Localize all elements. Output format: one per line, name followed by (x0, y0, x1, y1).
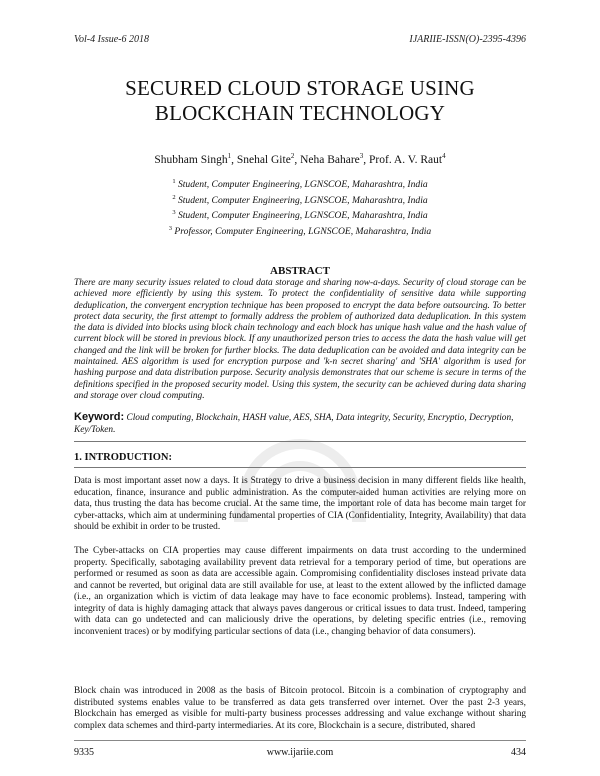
author-list: Shubham Singh$^1$, Snehal Gite$^2$, Neha Bahare$^3$, Prof. A. V. Raut$^4$ (154, 152, 446, 166)
keywords-label: Keyword: (74, 411, 125, 423)
abstract-heading: ABSTRACT (270, 265, 330, 277)
body-paragraph: The Cyber-attacks on CIA properties may cause different impairments on data trust according to the undermined property. Specifically, sabotaging availability prevent data retrieval for a temporary period of time, but operations are performed or resumed as soon as data are accessible again. Compromising confidentiality discloses instead private data and cannot be reverted, but original data are still available for use, at least to the extent allowed by the inflicted damage (i.e., an organization which is victim of data leakage may have to face economic problems). Instead, tampering with integrity of data is highly damaging attack that always paves dangerous or critical issues to data trust. Indeed, tampering with data can go undetected and can maliciously drive the operations, by deleting specific entries (i.e., removing inconvenient traces) or by modifying particular sections of data (i.e., changing behavior of data consumers). (74, 546, 526, 637)
header-volume: Vol-4 Issue-6 2018 (74, 34, 149, 45)
footer-paper-id: 9335 (74, 747, 94, 758)
paper-title-line-1: SECURED CLOUD STORAGE USING (125, 76, 475, 100)
affiliation-line: $^3$ Student, Computer Engineering, LGNSCOE, Maharashtra, India (172, 209, 428, 222)
author-superscript: 1 (227, 152, 232, 160)
paper-title-line-2: BLOCKCHAIN TECHNOLOGY (154, 101, 446, 125)
author-superscript: 2 (290, 152, 295, 160)
author-name: Shubham Singh (154, 154, 228, 166)
abstract-text: There are many security issues related to cloud data storage and sharing now-a-days. Security of cloud storage can be achieved more efficiently by using this system. To protect the confidentiality of sensitive data while supporting deduplication, the convergent encryption technique has been proposed to encrypt the data before outsourcing. To better protect data security, the first attempt to formally address the problem of authorized data deduplication. In this system the data is divided into blocks using block chain technology and each block has unique hash value and the hash value of current block will be stored in previous block. If any unauthorized person tries to access the data the hash value will get changed and the link will be broken for further blocks. The data deduplication can be avoided and data integrity can be maintained. AES algorithm is used for encryption purpose and 'k-n secret sharing' and 'SHA' algorithm is used for hashing purpose and data distribution purpose. Security analysis demonstrates that our scheme is secure in terms of the definitions specified in the proposed security model. Using this system, the security can be achieved during data sharing and storage over cloud computing. (74, 278, 526, 401)
author-name: Prof. A. V. Raut (369, 154, 443, 166)
section-heading: 1. INTRODUCTION: (74, 452, 173, 463)
affiliation-line: $^1$ Student, Computer Engineering, LGNSCOE, Maharashtra, India (172, 178, 428, 190)
author-superscript: 3 (359, 152, 364, 160)
keywords (74, 412, 526, 436)
affiliation-list (60, 176, 540, 238)
body-paragraph: Data is most important asset now a days. It is Strategy to drive a business decision in many different fields like health, education, finance, insurance and public administration. As the computer-aided human activities are relying more on data, thus trusting the data has become crucial. At the same time, the important role of data has become main target for cyber-attacks, which aim at undermining fundamental properties of CIA (Confidentiality, Integrity, Availability) that data should be exhibit in order to be trusted. (74, 476, 526, 532)
author-name: Snehal Gite (236, 154, 291, 166)
section-rule-top (74, 441, 526, 442)
body-paragraph: Block chain was introduced in 2008 as the basis of Bitcoin protocol. Bitcoin is a combination of cryptography and distributed systems enables value to be transferred as data gets transferred over internet. Over the past 2-3 years, Blockchain has emerged as visible for multi-party business processes addressing and value exchange without sharing complex data schemes and third-party intermediaries. At its core, Blockchain is a secure, distributed, shared (74, 686, 526, 731)
footer-page-number: 434 (511, 747, 526, 758)
affiliation-line: $^3$ Professor, Computer Engineering, LGNSCOE, Maharashtra, India (168, 224, 432, 237)
footer-rule (74, 740, 526, 741)
paper-title (60, 76, 540, 126)
affiliation-line: $^2$ Student, Computer Engineering, LGNSCOE, Maharashtra, India (172, 193, 428, 206)
author-superscript: 4 (442, 152, 446, 160)
section-rule-bottom (74, 467, 526, 468)
author-name: Neha Bahare (300, 154, 360, 166)
header-issn: IJARIIE-ISSN(O)-2395-4396 (409, 34, 526, 45)
keywords-text: Cloud computing, Blockchain, HASH value, AES, SHA, Data integrity, Security, Encryptio, Decryption, Key/Token. (74, 413, 514, 435)
footer-website-link[interactable]: www.ijariie.com (266, 747, 334, 758)
